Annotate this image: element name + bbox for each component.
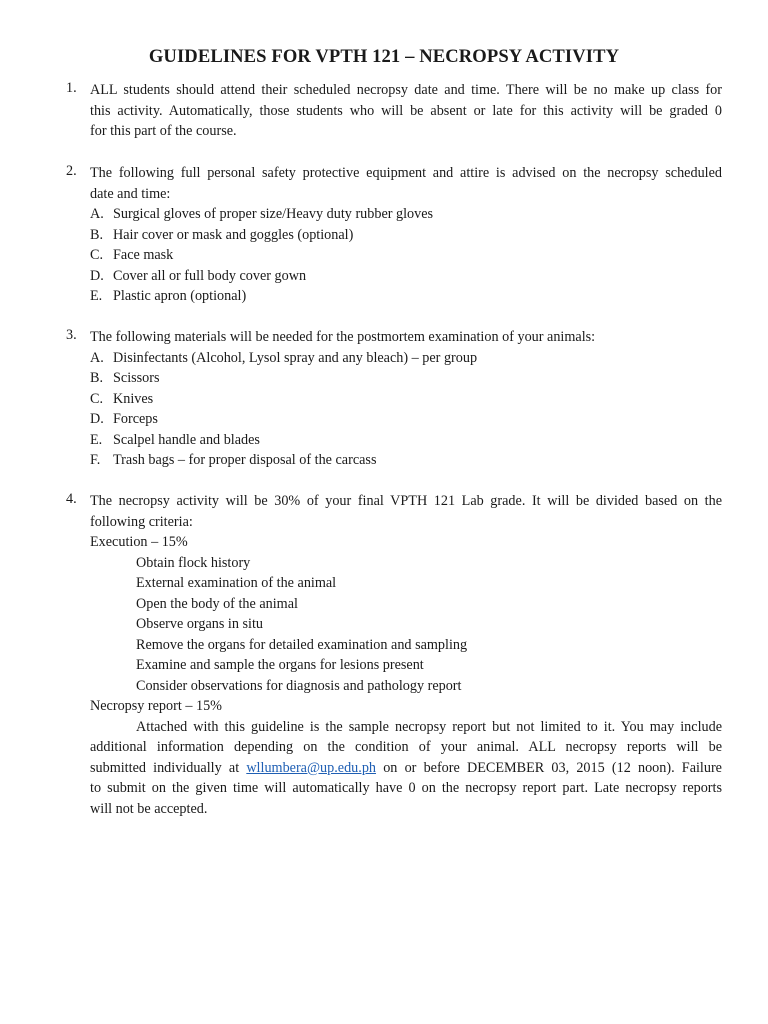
list-item [90, 348, 722, 369]
list-item-letter: A. [90, 349, 104, 366]
page-title: GUIDELINES FOR VPTH 121 – NECROPSY ACTIVITY [148, 46, 620, 67]
execution-step: External examination of the animal [136, 575, 337, 591]
list-item-letter: C. [90, 247, 104, 263]
execution-step: Examine and sample the organs for lesions present [136, 657, 424, 673]
list-item [90, 266, 722, 287]
item-number: 1. [66, 80, 77, 96]
list-item-text: Knives [113, 390, 154, 407]
execution-step: Consider observations for diagnosis and pathology report [136, 677, 462, 694]
list-item [90, 368, 722, 389]
execution-label: Execution – 15% [90, 534, 188, 550]
email-link[interactable]: wllumbera@up.edu.ph [246, 759, 377, 776]
list-item-text: Surgical gloves of proper size/Heavy duty rubber gloves [113, 206, 434, 222]
list-item-letter: B. [90, 370, 104, 386]
item-text-line: ALL students should attend their scheduled necropsy date and time. There will be no make up class for [90, 82, 722, 98]
item-text-line: following criteria: [90, 513, 193, 530]
list-item-letter: D. [90, 267, 104, 284]
guideline-item-2 [66, 163, 722, 307]
list-item-text: Forceps [113, 411, 158, 427]
report-text-line: additional information depending on the condition of your animal. ALL necropsy reports will be [90, 739, 722, 755]
list-item-letter: A. [90, 206, 104, 222]
execution-step: Open the body of the animal [136, 595, 298, 612]
guideline-item-1 [66, 80, 722, 142]
item-text-line: The following full personal safety protective equipment and attire is advised on the necropsy scheduled [90, 165, 722, 181]
list-item-text: Trash bags – for proper disposal of the carcass [113, 452, 377, 468]
list-item [90, 409, 722, 430]
execution-step: Remove the organs for detailed examination and sampling [136, 636, 468, 653]
list-item-text: Plastic apron (optional) [113, 288, 247, 304]
item-text-line: for this part of the course. [90, 123, 237, 139]
item-number: 3. [66, 327, 77, 343]
list-item [90, 430, 722, 451]
list-item [90, 450, 722, 471]
guideline-item-3 [66, 327, 722, 471]
report-label: Necropsy report – 15% [90, 698, 222, 714]
list-item-letter: B. [90, 226, 104, 243]
item-text-line: The necropsy activity will be 30% of your final VPTH 121 Lab grade. It will be divided based on the [90, 493, 722, 509]
execution-step: Observe organs in situ [136, 616, 264, 632]
item-number: 2. [66, 163, 77, 179]
list-item-letter: D. [90, 411, 104, 427]
list-item-text: Disinfectants (Alcohol, Lysol spray and any bleach) – per group [113, 349, 478, 366]
item-number: 4. [66, 491, 77, 507]
list-item-letter: E. [90, 288, 103, 304]
report-text-line: will not be accepted. [90, 800, 208, 817]
report-text-line: to submit on the given time will automatically have 0 on the necropsy report part. Late necropsy reports [90, 780, 722, 796]
guideline-item-4 [66, 491, 722, 819]
list-item-text: Cover all or full body cover gown [113, 267, 307, 284]
report-text-line: Attached with this guideline is the sample necropsy report but not limited to it. You may include [136, 718, 722, 735]
report-text-segment: submitted individually at [90, 759, 247, 776]
item-text-line: The following materials will be needed for the postmortem examination of your animals: [90, 329, 596, 345]
list-item-letter: F. [90, 452, 101, 468]
list-item-text: Face mask [113, 247, 174, 263]
report-text-segment: on or before DECEMBER 03, 2015 (12 noon). Failure [376, 759, 722, 776]
list-item-letter: E. [90, 431, 103, 448]
item-text-line: this activity. Automatically, those students who will be absent or late for this activity will be graded 0 [90, 102, 722, 119]
report-text-line-with-email [90, 758, 722, 779]
list-item-letter: C. [90, 390, 104, 407]
execution-step: Obtain flock history [136, 554, 251, 571]
list-item-text: Hair cover or mask and goggles (optional) [113, 226, 354, 243]
item-text-line: date and time: [90, 185, 171, 202]
list-item [90, 286, 722, 307]
list-item-text: Scalpel handle and blades [113, 431, 260, 448]
list-item-text: Scissors [113, 370, 160, 386]
list-item [90, 225, 722, 246]
list-item [90, 389, 722, 410]
list-item [90, 245, 722, 266]
list-item [90, 204, 722, 225]
